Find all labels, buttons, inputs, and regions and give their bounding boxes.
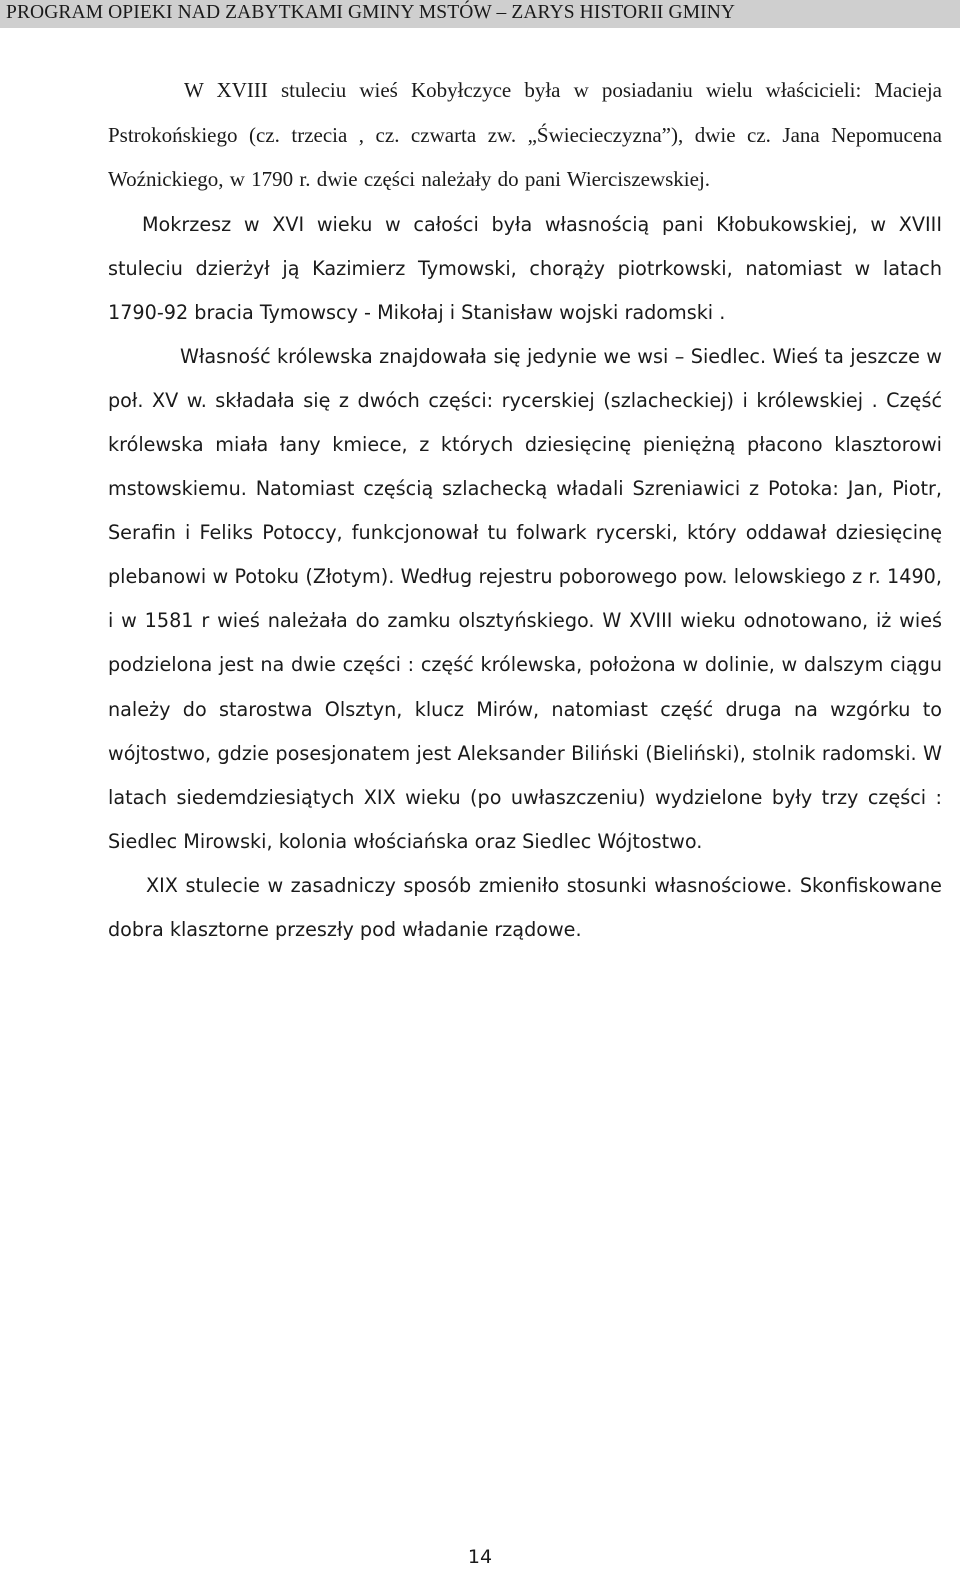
paragraph-xix-century: XIX stulecie w zasadniczy sposób zmieniło stosunki własnościowe. Skonfiskowane dobra klasztorne przeszły pod władanie rządowe. (108, 873, 942, 941)
paragraph-mokrzesz: Mokrzesz w XVI wieku w całości była własnością pani Kłobukowskiej, w XVIII stuleciu dzierżył ją Kazimierz Tymowski, chorąży piotrkowski, natomiast w latach 1790-92 bracia Tymowscy - Mikołaj i Stanisław wojski radomski . (108, 212, 942, 324)
page-number: 14 (467, 1546, 493, 1568)
paragraph-siedlec: Własność królewska znajdowała się jedynie we wsi – Siedlec. Wieś ta jeszcze w poł. XV w. składała się z dwóch części: rycerskiej (szlacheckiej) i królewskiej . Część królewska miała łany kmiece, z których dziesięcinę pieniężną płacono klasztorowi mstowskiemu. Natomiast częścią szlachecką władali Szreniawici z Potoka: Jan, Piotr, Serafin i Feliks Potoccy, funkcjonował tu folwark rycerski, który oddawał dziesięcinę plebanowi w Potoku (Złotym). Według rejestru poborowego pow. lelowskiego z r. 1490, i w 1581 r wieś należała do zamku olsztyńskiego. W XVIII wieku odnotowano, iż wieś podzielona jest na dwie części : część królewska, położona w dolinie, w dalszym ciągu należy do starostwa Olsztyn, klucz Mirów, natomiast część druga na wzgórku to wójtostwo, gdzie posesjonatem jest Aleksander Biliński (Bieliński), stolnik radomski. W latach siedemdziesiątych XIX wieku (po uwłaszczeniu) wydzielone były trzy części : Siedlec Mirowski, kolonia włościańska oraz Siedlec Wójtostwo. (108, 344, 942, 853)
paragraph-kobylczyce: W XVIII stuleciu wieś Kobyłczyce była w posiadaniu wielu właścicieli: Macieja Pstrokońskiego (cz. trzecia , cz. czwarta zw. „Świecieczyzna”), dwie cz. Jana Nepomucena Woźnickiego, w 1790 r. dwie części należały do pani Wierciszewskiej. (108, 78, 942, 191)
document-body (108, 68, 942, 952)
running-header (0, 0, 960, 28)
running-header-title: PROGRAM OPIEKI NAD ZABYTKAMI GMINY MSTÓW – ZARYS HISTORII GMINY (6, 2, 736, 23)
